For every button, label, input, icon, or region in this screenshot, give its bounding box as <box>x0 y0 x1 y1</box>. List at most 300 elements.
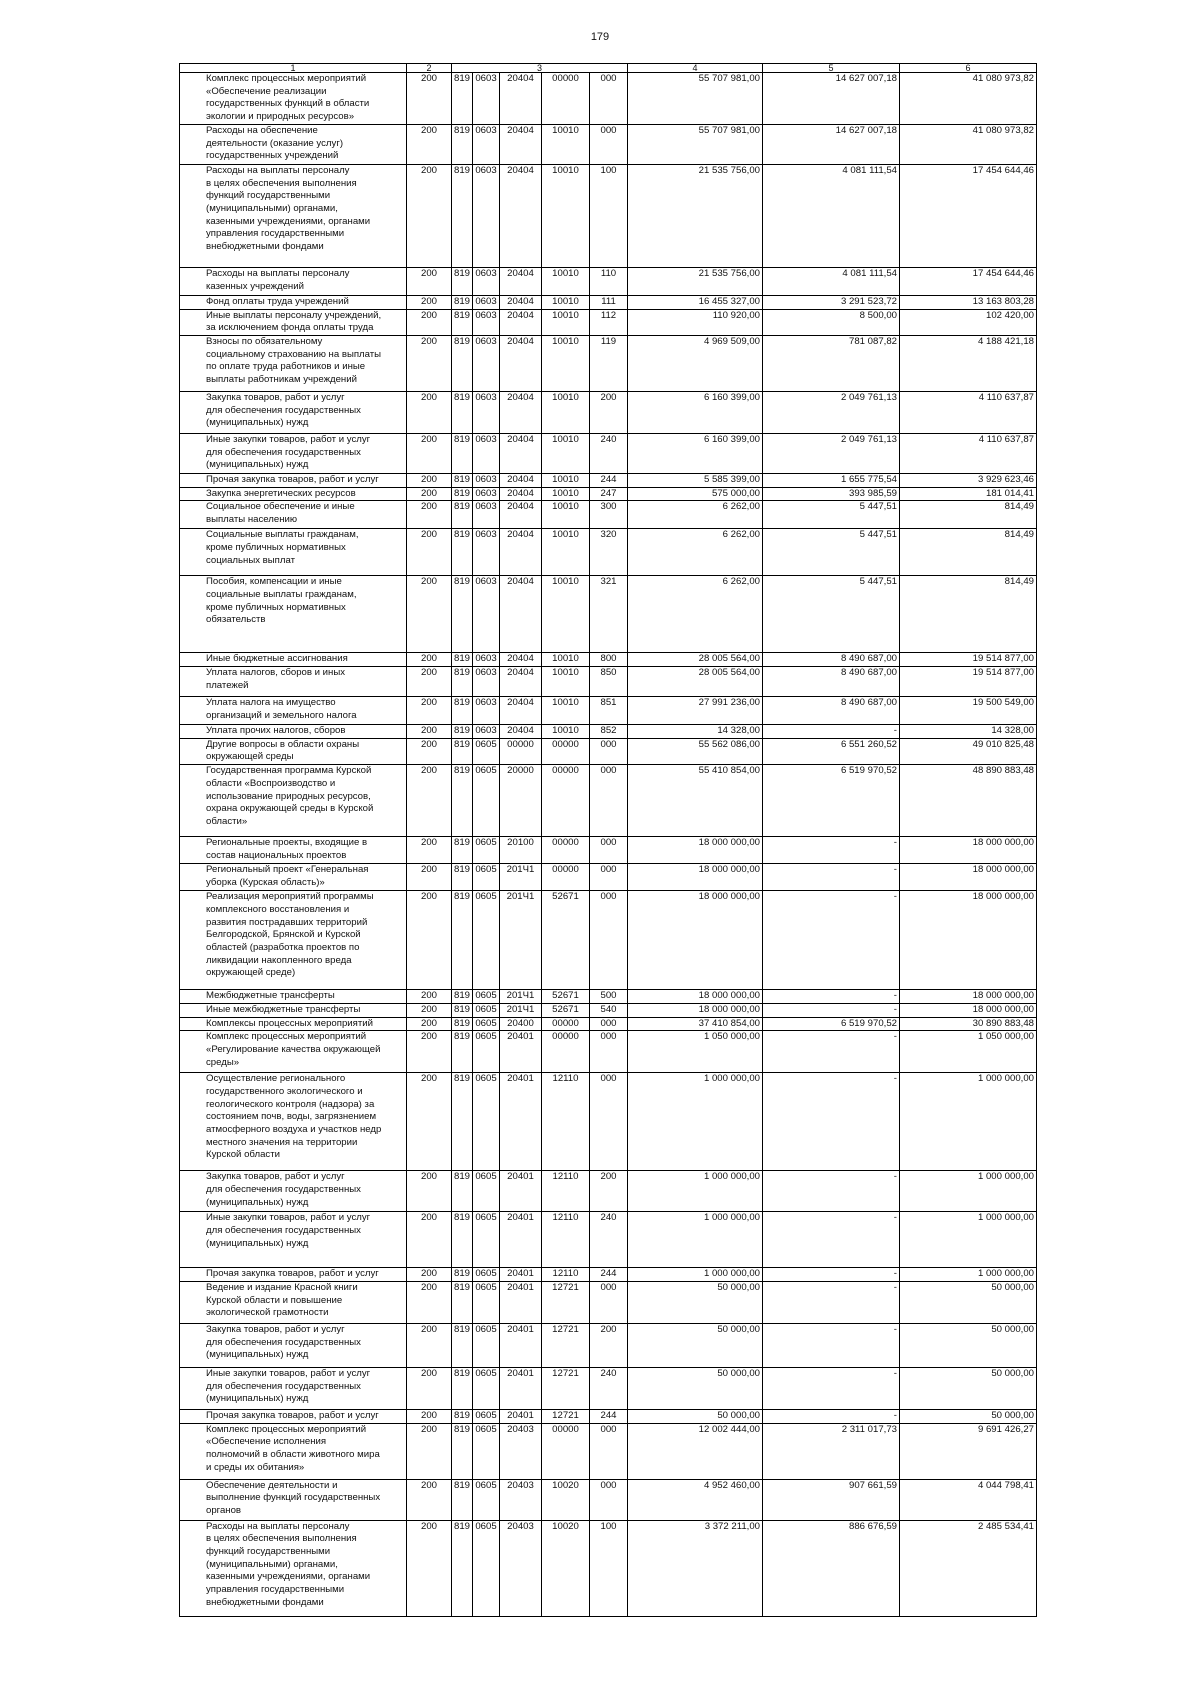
row-remaining: 9 691 426,27 <box>900 1423 1037 1479</box>
row-executed: - <box>763 1212 900 1268</box>
row-executed: 14 627 007,18 <box>763 124 900 164</box>
row-program: 20401 <box>500 1212 542 1268</box>
table-row <box>180 697 1037 725</box>
row-remaining: 1 000 000,00 <box>900 1268 1037 1282</box>
row-name: Осуществление регионального государственного экологического и геологического контроля (надзора) за состоянием почв, воды, загрязнением атмосферного воздуха и участков недр местного значения на территории Курской области <box>180 1073 407 1171</box>
row-name: Иные межбюджетные трансферты <box>180 1003 407 1017</box>
row-remaining: 17 454 644,46 <box>900 164 1037 267</box>
row-name: Иные закупки товаров, работ и услуг для обеспечения государственных (муниципальных) нужд <box>180 433 407 473</box>
row-direction: 52671 <box>542 1003 590 1017</box>
row-executed: 8 500,00 <box>763 309 900 335</box>
row-program: 20404 <box>500 473 542 487</box>
row-code: 200 <box>407 1323 452 1367</box>
row-section: 0603 <box>473 267 500 295</box>
table-row <box>180 1409 1037 1423</box>
row-section: 0603 <box>473 697 500 725</box>
row-name: Расходы на выплаты персоналу казенных учреждений <box>180 267 407 295</box>
row-program: 20404 <box>500 487 542 501</box>
row-name: Уплата налога на имущество организаций и земельного налога <box>180 697 407 725</box>
row-plan: 575 000,00 <box>628 487 763 501</box>
row-ministry: 819 <box>452 667 473 697</box>
row-program: 201Ч1 <box>500 864 542 891</box>
row-plan: 16 455 327,00 <box>628 295 763 309</box>
row-expense-type: 000 <box>590 73 628 125</box>
row-section: 0603 <box>473 529 500 576</box>
table-row <box>180 1031 1037 1073</box>
table-body <box>180 64 1037 1617</box>
row-remaining: 4 110 637,87 <box>900 391 1037 433</box>
row-plan: 37 410 854,00 <box>628 1017 763 1031</box>
row-section: 0603 <box>473 725 500 739</box>
row-direction: 10010 <box>542 335 590 391</box>
row-program: 201Ч1 <box>500 990 542 1004</box>
row-program: 20404 <box>500 697 542 725</box>
row-expense-type: 244 <box>590 473 628 487</box>
row-executed: 2 049 761,13 <box>763 391 900 433</box>
row-expense-type: 244 <box>590 1409 628 1423</box>
row-name: Иные закупки товаров, работ и услуг для обеспечения государственных (муниципальных) нужд <box>180 1367 407 1409</box>
row-expense-type: 000 <box>590 864 628 891</box>
row-expense-type: 000 <box>590 837 628 864</box>
table-row <box>180 891 1037 990</box>
table-row <box>180 267 1037 295</box>
row-code: 200 <box>407 267 452 295</box>
row-direction: 10020 <box>542 1479 590 1520</box>
row-program: 20404 <box>500 73 542 125</box>
row-code: 200 <box>407 1003 452 1017</box>
row-executed: - <box>763 1409 900 1423</box>
row-executed: - <box>763 864 900 891</box>
row-plan: 55 562 086,00 <box>628 738 763 764</box>
row-direction: 12110 <box>542 1268 590 1282</box>
table-row <box>180 487 1037 501</box>
row-program: 201Ч1 <box>500 891 542 990</box>
row-plan: 1 000 000,00 <box>628 1073 763 1171</box>
row-name: Расходы на обеспечение деятельности (оказание услуг) государственных учреждений <box>180 124 407 164</box>
row-expense-type: 540 <box>590 1003 628 1017</box>
row-executed: - <box>763 1073 900 1171</box>
row-remaining: 50 000,00 <box>900 1323 1037 1367</box>
table-row <box>180 725 1037 739</box>
row-executed: - <box>763 990 900 1004</box>
row-direction: 10010 <box>542 433 590 473</box>
row-remaining: 18 000 000,00 <box>900 990 1037 1004</box>
page-number: 179 <box>590 31 610 43</box>
row-section: 0605 <box>473 990 500 1004</box>
row-ministry: 819 <box>452 1409 473 1423</box>
row-expense-type: 000 <box>590 1073 628 1171</box>
row-program: 20401 <box>500 1281 542 1323</box>
row-direction: 12721 <box>542 1281 590 1323</box>
row-program: 20403 <box>500 1423 542 1479</box>
row-name: Реализация мероприятий программы комплексного восстановления и развития пострадавших территорий Белгородской, Брянской и Курской областей (разработка проектов по ликвидации накопленного вреда окружающей среде) <box>180 891 407 990</box>
row-expense-type: 100 <box>590 164 628 267</box>
row-code: 200 <box>407 391 452 433</box>
row-plan: 28 005 564,00 <box>628 653 763 667</box>
row-remaining: 50 000,00 <box>900 1367 1037 1409</box>
row-expense-type: 000 <box>590 1423 628 1479</box>
row-plan: 5 585 399,00 <box>628 473 763 487</box>
row-remaining: 14 328,00 <box>900 725 1037 739</box>
row-executed: - <box>763 725 900 739</box>
header-row <box>180 64 1037 73</box>
row-plan: 18 000 000,00 <box>628 1003 763 1017</box>
row-direction: 00000 <box>542 864 590 891</box>
row-section: 0603 <box>473 433 500 473</box>
row-expense-type: 000 <box>590 1281 628 1323</box>
row-section: 0605 <box>473 1520 500 1616</box>
row-ministry: 819 <box>452 990 473 1004</box>
row-expense-type: 000 <box>590 1479 628 1520</box>
row-direction: 00000 <box>542 765 590 837</box>
row-ministry: 819 <box>452 1520 473 1616</box>
row-executed: 6 519 970,52 <box>763 765 900 837</box>
row-plan: 18 000 000,00 <box>628 864 763 891</box>
row-remaining: 19 500 549,00 <box>900 697 1037 725</box>
row-plan: 6 160 399,00 <box>628 433 763 473</box>
row-remaining: 48 890 883,48 <box>900 765 1037 837</box>
row-remaining: 4 110 637,87 <box>900 433 1037 473</box>
row-plan: 3 372 211,00 <box>628 1520 763 1616</box>
row-program: 20404 <box>500 529 542 576</box>
row-name: Комплекс процессных мероприятий «Обеспечение реализации государственных функций в области экологии и природных ресурсов» <box>180 73 407 125</box>
row-code: 200 <box>407 864 452 891</box>
row-code: 200 <box>407 1017 452 1031</box>
row-executed: 6 551 260,52 <box>763 738 900 764</box>
table-row <box>180 667 1037 697</box>
row-program: 20404 <box>500 653 542 667</box>
table-row <box>180 864 1037 891</box>
row-name: Региональный проект «Генеральная уборка (Курская область)» <box>180 864 407 891</box>
row-expense-type: 200 <box>590 391 628 433</box>
table-row <box>180 1281 1037 1323</box>
row-executed: 4 081 111,54 <box>763 267 900 295</box>
row-ministry: 819 <box>452 1031 473 1073</box>
row-section: 0603 <box>473 391 500 433</box>
row-program: 20401 <box>500 1409 542 1423</box>
row-executed: 14 627 007,18 <box>763 73 900 125</box>
row-program: 201Ч1 <box>500 1003 542 1017</box>
row-name: Другие вопросы в области охраны окружающей среды <box>180 738 407 764</box>
row-name: Комплексы процессных мероприятий <box>180 1017 407 1031</box>
row-executed: 6 519 970,52 <box>763 1017 900 1031</box>
row-executed: 2 049 761,13 <box>763 433 900 473</box>
row-remaining: 19 514 877,00 <box>900 653 1037 667</box>
row-plan: 6 262,00 <box>628 501 763 529</box>
row-section: 0603 <box>473 309 500 335</box>
row-program: 20401 <box>500 1031 542 1073</box>
row-code: 200 <box>407 1423 452 1479</box>
row-direction: 00000 <box>542 837 590 864</box>
row-section: 0605 <box>473 1031 500 1073</box>
row-ministry: 819 <box>452 765 473 837</box>
header-cell-5: 5 <box>763 64 900 73</box>
table-row <box>180 501 1037 529</box>
row-code: 200 <box>407 487 452 501</box>
row-section: 0605 <box>473 1367 500 1409</box>
row-ministry: 819 <box>452 391 473 433</box>
row-section: 0605 <box>473 1003 500 1017</box>
row-direction: 12721 <box>542 1323 590 1367</box>
row-expense-type: 500 <box>590 990 628 1004</box>
row-executed: - <box>763 1268 900 1282</box>
row-executed: 907 661,59 <box>763 1479 900 1520</box>
row-ministry: 819 <box>452 487 473 501</box>
row-plan: 6 262,00 <box>628 529 763 576</box>
row-name: Фонд оплаты труда учреждений <box>180 295 407 309</box>
row-ministry: 819 <box>452 725 473 739</box>
row-ministry: 819 <box>452 1268 473 1282</box>
row-expense-type: 111 <box>590 295 628 309</box>
row-ministry: 819 <box>452 164 473 267</box>
row-expense-type: 112 <box>590 309 628 335</box>
row-code: 200 <box>407 1479 452 1520</box>
row-expense-type: 119 <box>590 335 628 391</box>
row-name: Государственная программа Курской области «Воспроизводство и использование природных ресурсов, охрана окружающей среды в Курской области» <box>180 765 407 837</box>
row-program: 20404 <box>500 124 542 164</box>
row-remaining: 1 050 000,00 <box>900 1031 1037 1073</box>
row-section: 0605 <box>473 891 500 990</box>
row-program: 20404 <box>500 667 542 697</box>
row-code: 200 <box>407 891 452 990</box>
row-code: 200 <box>407 1281 452 1323</box>
row-direction: 12721 <box>542 1409 590 1423</box>
row-ministry: 819 <box>452 1212 473 1268</box>
row-section: 0603 <box>473 473 500 487</box>
row-code: 200 <box>407 1073 452 1171</box>
row-remaining: 4 044 798,41 <box>900 1479 1037 1520</box>
row-program: 20404 <box>500 576 542 653</box>
row-program: 20404 <box>500 295 542 309</box>
row-program: 20403 <box>500 1479 542 1520</box>
row-direction: 10010 <box>542 295 590 309</box>
table-row <box>180 433 1037 473</box>
table-row <box>180 837 1037 864</box>
row-code: 200 <box>407 576 452 653</box>
row-code: 200 <box>407 164 452 267</box>
table-row <box>180 1073 1037 1171</box>
row-executed: 4 081 111,54 <box>763 164 900 267</box>
row-remaining: 814,49 <box>900 529 1037 576</box>
row-section: 0605 <box>473 765 500 837</box>
row-plan: 27 991 236,00 <box>628 697 763 725</box>
row-plan: 4 969 509,00 <box>628 335 763 391</box>
row-direction: 10010 <box>542 164 590 267</box>
row-expense-type: 100 <box>590 1520 628 1616</box>
row-name: Прочая закупка товаров, работ и услуг <box>180 1268 407 1282</box>
row-remaining: 18 000 000,00 <box>900 837 1037 864</box>
row-ministry: 819 <box>452 864 473 891</box>
row-ministry: 819 <box>452 309 473 335</box>
table-row <box>180 124 1037 164</box>
table-row <box>180 473 1037 487</box>
table-row <box>180 1520 1037 1616</box>
row-ministry: 819 <box>452 738 473 764</box>
row-remaining: 19 514 877,00 <box>900 667 1037 697</box>
row-section: 0605 <box>473 1409 500 1423</box>
row-program: 00000 <box>500 738 542 764</box>
row-remaining: 18 000 000,00 <box>900 891 1037 990</box>
row-plan: 18 000 000,00 <box>628 837 763 864</box>
row-name: Комплекс процессных мероприятий «Обеспечение исполнения полномочий в области животного мира и среды их обитания» <box>180 1423 407 1479</box>
row-plan: 55 707 981,00 <box>628 73 763 125</box>
row-name: Комплекс процессных мероприятий «Регулирование качества окружающей среды» <box>180 1031 407 1073</box>
row-ministry: 819 <box>452 501 473 529</box>
row-program: 20401 <box>500 1268 542 1282</box>
table-row <box>180 1323 1037 1367</box>
row-direction: 00000 <box>542 1031 590 1073</box>
row-ministry: 819 <box>452 1003 473 1017</box>
row-remaining: 3 929 623,46 <box>900 473 1037 487</box>
row-program: 20404 <box>500 164 542 267</box>
row-program: 20404 <box>500 335 542 391</box>
row-ministry: 819 <box>452 1073 473 1171</box>
row-expense-type: 240 <box>590 433 628 473</box>
row-code: 200 <box>407 73 452 125</box>
table-row <box>180 1479 1037 1520</box>
row-ministry: 819 <box>452 529 473 576</box>
row-remaining: 13 163 803,28 <box>900 295 1037 309</box>
row-name: Закупка товаров, работ и услуг для обеспечения государственных (муниципальных) нужд <box>180 1171 407 1212</box>
row-plan: 1 000 000,00 <box>628 1268 763 1282</box>
row-section: 0603 <box>473 124 500 164</box>
row-expense-type: 000 <box>590 765 628 837</box>
row-direction: 12721 <box>542 1367 590 1409</box>
row-plan: 21 535 756,00 <box>628 267 763 295</box>
row-section: 0603 <box>473 667 500 697</box>
row-executed: - <box>763 1031 900 1073</box>
row-name: Закупка товаров, работ и услуг для обеспечения государственных (муниципальных) нужд <box>180 1323 407 1367</box>
table-row <box>180 765 1037 837</box>
row-name: Иные выплаты персоналу учреждений, за исключением фонда оплаты труда <box>180 309 407 335</box>
row-name: Взносы по обязательному социальному страхованию на выплаты по оплате труда работников и иные выплаты работникам учреждений <box>180 335 407 391</box>
row-code: 200 <box>407 667 452 697</box>
row-expense-type: 850 <box>590 667 628 697</box>
row-remaining: 41 080 973,82 <box>900 73 1037 125</box>
row-name: Уплата прочих налогов, сборов <box>180 725 407 739</box>
row-executed: 8 490 687,00 <box>763 697 900 725</box>
row-ministry: 819 <box>452 576 473 653</box>
row-ministry: 819 <box>452 1017 473 1031</box>
table-row <box>180 990 1037 1004</box>
row-direction: 10010 <box>542 725 590 739</box>
row-remaining: 30 890 883,48 <box>900 1017 1037 1031</box>
row-direction: 10010 <box>542 667 590 697</box>
row-name: Иные бюджетные ассигнования <box>180 653 407 667</box>
row-expense-type: 320 <box>590 529 628 576</box>
row-plan: 50 000,00 <box>628 1281 763 1323</box>
row-direction: 10010 <box>542 501 590 529</box>
row-code: 200 <box>407 295 452 309</box>
row-code: 200 <box>407 124 452 164</box>
row-code: 200 <box>407 433 452 473</box>
table-row <box>180 1003 1037 1017</box>
row-section: 0605 <box>473 1017 500 1031</box>
table-row <box>180 576 1037 653</box>
row-executed: - <box>763 837 900 864</box>
row-remaining: 181 014,41 <box>900 487 1037 501</box>
row-executed: 8 490 687,00 <box>763 653 900 667</box>
row-direction: 12110 <box>542 1171 590 1212</box>
row-program: 20401 <box>500 1367 542 1409</box>
row-code: 200 <box>407 837 452 864</box>
header-cell-2: 2 <box>407 64 452 73</box>
row-section: 0605 <box>473 1268 500 1282</box>
row-code: 200 <box>407 501 452 529</box>
row-plan: 55 410 854,00 <box>628 765 763 837</box>
row-ministry: 819 <box>452 1171 473 1212</box>
row-remaining: 49 010 825,48 <box>900 738 1037 764</box>
row-executed: 393 985,59 <box>763 487 900 501</box>
row-plan: 1 000 000,00 <box>628 1212 763 1268</box>
row-expense-type: 240 <box>590 1212 628 1268</box>
row-expense-type: 240 <box>590 1367 628 1409</box>
row-direction: 10010 <box>542 697 590 725</box>
row-program: 20000 <box>500 765 542 837</box>
row-executed: 2 311 017,73 <box>763 1423 900 1479</box>
row-remaining: 102 420,00 <box>900 309 1037 335</box>
row-remaining: 18 000 000,00 <box>900 864 1037 891</box>
row-executed: 5 447,51 <box>763 576 900 653</box>
row-name: Иные закупки товаров, работ и услуг для обеспечения государственных (муниципальных) нужд <box>180 1212 407 1268</box>
row-ministry: 819 <box>452 697 473 725</box>
row-program: 20404 <box>500 501 542 529</box>
row-plan: 1 050 000,00 <box>628 1031 763 1073</box>
row-expense-type: 300 <box>590 501 628 529</box>
row-name: Расходы на выплаты персоналу в целях обеспечения выполнения функций государственными (муниципальными) органами, казенными учреждениями, органами управления государственными внебюджетными фондами <box>180 164 407 267</box>
row-code: 200 <box>407 1268 452 1282</box>
row-code: 200 <box>407 765 452 837</box>
row-direction: 00000 <box>542 738 590 764</box>
table-row <box>180 1268 1037 1282</box>
row-remaining: 1 000 000,00 <box>900 1212 1037 1268</box>
row-ministry: 819 <box>452 653 473 667</box>
row-direction: 52671 <box>542 990 590 1004</box>
table-row <box>180 1212 1037 1268</box>
row-ministry: 819 <box>452 891 473 990</box>
row-ministry: 819 <box>452 837 473 864</box>
row-code: 200 <box>407 1367 452 1409</box>
row-program: 20401 <box>500 1073 542 1171</box>
row-direction: 12110 <box>542 1212 590 1268</box>
header-cell-3: 3 <box>452 64 628 73</box>
row-plan: 110 920,00 <box>628 309 763 335</box>
row-direction: 00000 <box>542 1017 590 1031</box>
row-remaining: 50 000,00 <box>900 1281 1037 1323</box>
row-remaining: 41 080 973,82 <box>900 124 1037 164</box>
row-direction: 10010 <box>542 391 590 433</box>
row-expense-type: 321 <box>590 576 628 653</box>
row-program: 20100 <box>500 837 542 864</box>
row-program: 20404 <box>500 391 542 433</box>
row-remaining: 4 188 421,18 <box>900 335 1037 391</box>
row-executed: 8 490 687,00 <box>763 667 900 697</box>
row-executed: 3 291 523,72 <box>763 295 900 309</box>
row-section: 0605 <box>473 1212 500 1268</box>
row-section: 0605 <box>473 1423 500 1479</box>
budget-table <box>179 63 1037 1617</box>
row-ministry: 819 <box>452 433 473 473</box>
row-plan: 50 000,00 <box>628 1367 763 1409</box>
row-direction: 10010 <box>542 309 590 335</box>
table-row <box>180 391 1037 433</box>
row-name: Социальное обеспечение и иные выплаты населению <box>180 501 407 529</box>
row-section: 0605 <box>473 1323 500 1367</box>
row-plan: 1 000 000,00 <box>628 1171 763 1212</box>
row-executed: - <box>763 1003 900 1017</box>
row-name: Пособия, компенсации и иные социальные выплаты гражданам, кроме публичных нормативных обязательств <box>180 576 407 653</box>
row-program: 20400 <box>500 1017 542 1031</box>
